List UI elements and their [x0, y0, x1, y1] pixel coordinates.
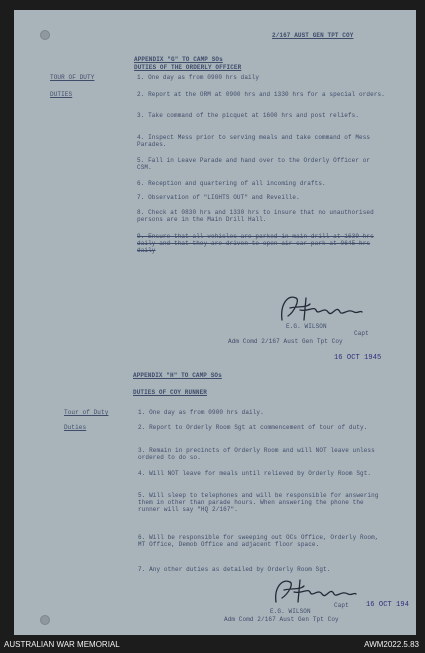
signatory-unit: Adm Comd 2/167 Aust Gen Tpt Coy — [228, 338, 343, 345]
appendix-g-item: 5. Fall in Leave Parade and hand over to the Orderly Officer or CSM. — [137, 157, 371, 172]
appendix-h-item: 2. Report to Orderly Room Sgt at commencement of tour of duty. — [138, 424, 368, 431]
appendix-g-item: 6. Reception and quartering of all incoming drafts. — [137, 180, 326, 187]
punch-hole — [40, 615, 50, 625]
signatory-unit: Adm Comd 2/167 Aust Gen Tpt Coy — [224, 616, 339, 623]
appendix-g-item-struck: 9. Ensure that all vehicles are parked in main drill at 1630 hrs daily and that they are driven to open air car park at 0645 hrs daily — [137, 233, 374, 255]
appendix-g-subtitle: DUTIES OF THE ORDERLY OFFICER — [134, 64, 242, 71]
appendix-h-title: APPENDIX "H" TO CAMP SOs — [133, 372, 222, 379]
appendix-g-item: 3. Take command of the picquet at 1600 hrs and post reliefs. — [137, 112, 360, 119]
date-stamp: 16 OCT 194 — [366, 601, 410, 609]
appendix-g-item: 1. One day as from 0900 hrs daily — [137, 74, 260, 81]
appendix-h-item: 3. Remain in precincts of Orderly Room and will NOT leave unless ordered to do so. — [138, 447, 375, 462]
appendix-h-item: 6. Will be responsible for sweeping out OCs Office, Orderly Room, MT Office, Demob Office and adjacent floor space. — [138, 534, 379, 549]
appendix-h-item: 5. Will sleep to telephones and will be responsible for answering them in other than parade hours. When answering the phone the runner will say "HQ 2/167". — [138, 492, 379, 514]
appendix-h-item: 4. Will NOT leave for meals until relieved by Orderly Room Sgt. — [138, 470, 372, 477]
signatory-name: E.G. WILSON — [270, 608, 311, 615]
appendix-g-item: 4. Inspect Mess prior to serving meals and take command of Mess Parades. — [137, 134, 371, 149]
label-tour-of-duty: Tour of Duty — [64, 409, 109, 416]
appendix-g-item: 7. Observation of "LIGHTS OUT" and Reveille. — [137, 194, 300, 201]
unit-reference: 2/167 AUST GEN TPT COY — [272, 32, 354, 39]
signatory-rank: Capt — [354, 330, 369, 337]
signatory-rank: Capt — [334, 602, 349, 609]
footer-institution: AUSTRALIAN WAR MEMORIAL — [4, 640, 120, 649]
label-tour-of-duty: TOUR OF DUTY — [50, 74, 95, 81]
appendix-g-item: 2. Report at the ORM at 0900 hrs and 1330 hrs for a special orders. — [137, 91, 385, 98]
appendix-g-title: APPENDIX "G" TO CAMP SOs — [134, 56, 223, 63]
signatory-name: E.G. WILSON — [286, 323, 327, 330]
appendix-h-item: 1. One day as from 0900 hrs daily. — [138, 409, 264, 416]
appendix-h-subtitle: DUTIES OF COY RUNNER — [133, 389, 208, 396]
document-page — [14, 10, 416, 635]
archive-footer — [0, 637, 425, 653]
label-duties: DUTIES — [50, 91, 73, 98]
appendix-h-item: 7. Any other duties as detailed by Orderly Room Sgt. — [138, 566, 331, 573]
appendix-g-item: 8. Check at 0830 hrs and 1330 hrs to insure that no unauthorised persons are in the Main Drill Hall. — [137, 209, 374, 224]
label-duties: Duties — [64, 424, 87, 431]
footer-accession-number: AWM2022.5.83 — [364, 640, 419, 649]
date-stamp: 16 OCT 1945 — [334, 354, 382, 362]
punch-hole — [40, 30, 50, 40]
